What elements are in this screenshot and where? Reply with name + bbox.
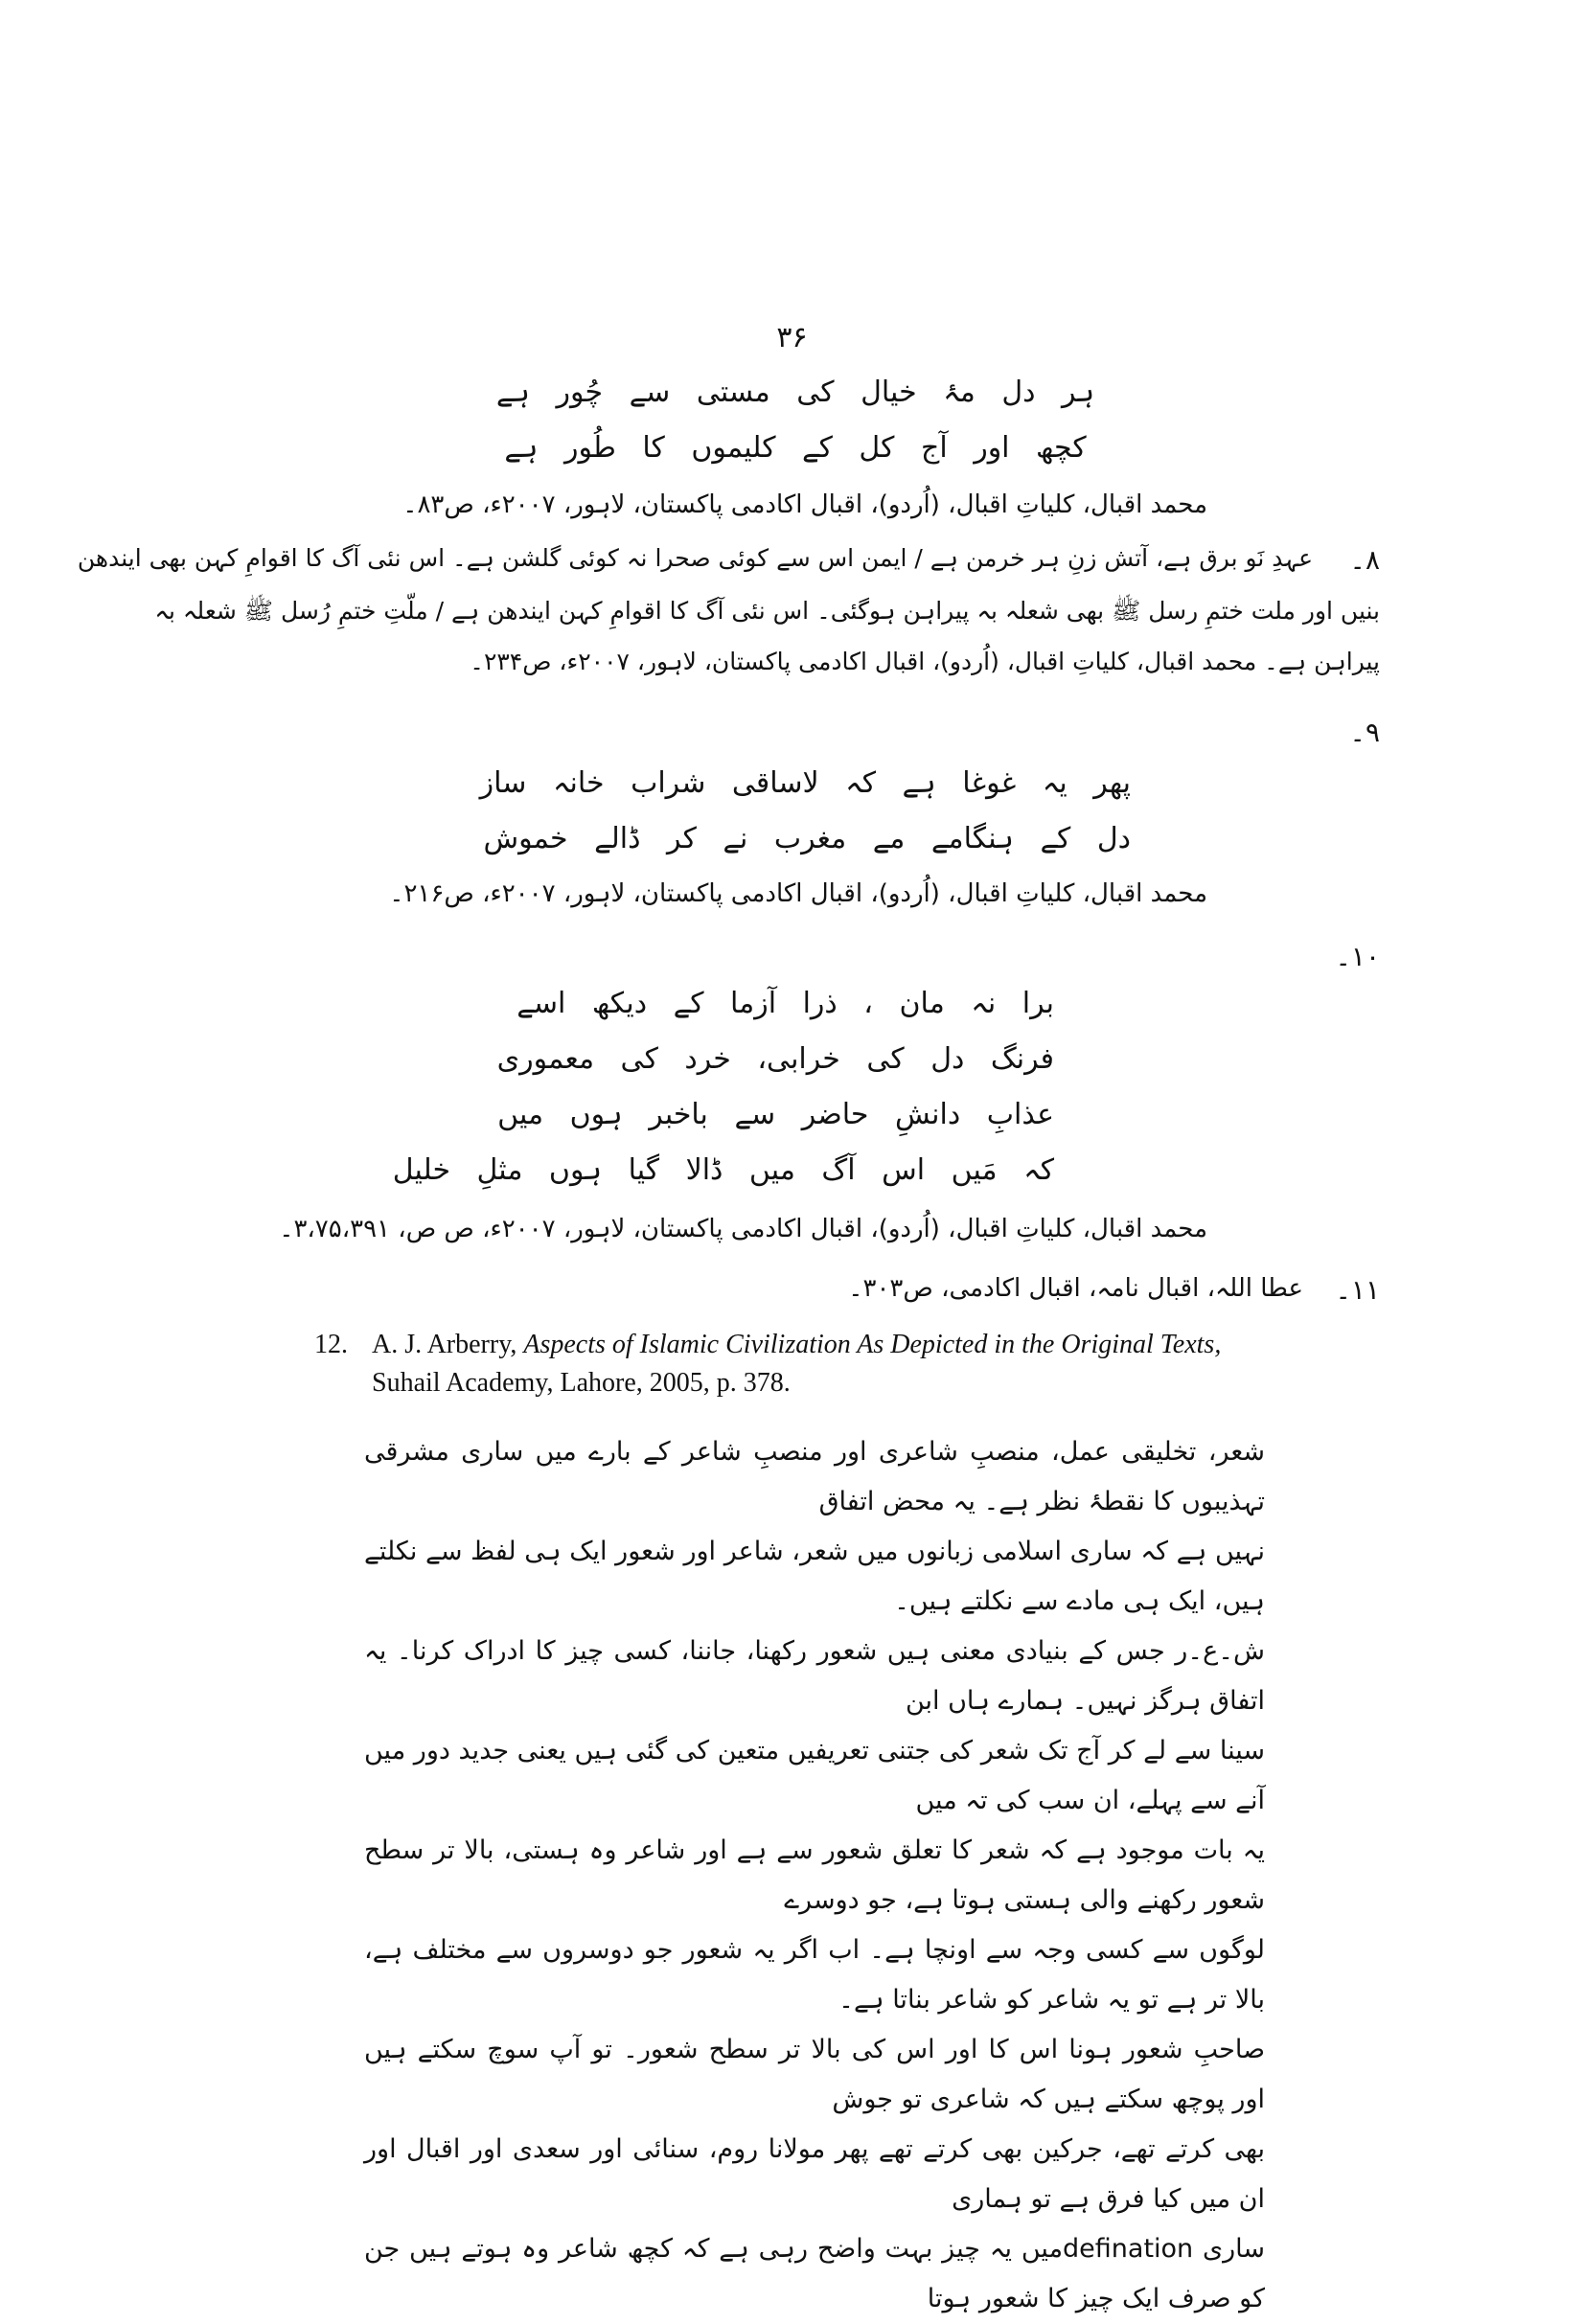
paragraph-line: یہ بات موجود ہے کہ شعر کا تعلق شعور سے ہے اور شاعر وہ ہستی، بالا تر سطح شعور رکھنے والی ہستی ہوتا ہے، جو دوسرے [364, 1835, 1265, 1915]
note-number: ۹۔ [1349, 717, 1380, 748]
verse-line: برا نہ مان ، ذرا آزما کے دیکھ اسے [517, 987, 1054, 1020]
verse-line: پھر یہ غوغا ہے کہ لاساقی شراب خانہ ساز [479, 766, 1131, 800]
note-text-line: عہدِ نَو برق ہے، آتش زنِ ہر خرمن ہے / ایمن اس سے کوئی صحرا نہ کوئی گلشن ہے۔ اس نئی آگ کا اقوامِ کہن بھی ایندھن [77, 544, 1313, 572]
note-text: عطا اللہ، اقبال نامہ، اقبال اکادمی، ص۳۰۳۔ [848, 1274, 1303, 1303]
paragraph [364, 1427, 1265, 2324]
note-text-line: بنیں اور ملت ختمِ رسل ﷺ بھی شعلہ بہ پیراہن ہوگئی۔ اس نئی آگ کا اقوامِ کہن ایندھن ہے / ملّتِ ختمِ رُسل ﷺ شعلہ بہ [154, 597, 1380, 625]
verse-line: کچھ اور آج کل کے کلیموں کا طُور ہے [504, 431, 1087, 465]
reference [372, 1326, 1282, 1364]
citation: محمد اقبال، کلیاتِ اقبال، (اُردو)، اقبال اکادمی پاکستان، لاہور، ۲۰۰۷ء، ص۸۳۔ [402, 490, 1207, 519]
paragraph-line: صاحبِ شعور ہونا اس کا اور اس کی بالا تر سطح شعور۔ تو آپ سوچ سکتے ہیں اور پوچھ سکتے ہیں کہ شاعری تو جوش [364, 2035, 1265, 2114]
reference-author: A. J. Arberry, [372, 1330, 517, 1359]
paragraph-line: بھی کرتے تھے، جرکین بھی کرتے تھے پھر مولانا روم، سنائی اور سعدی اور اقبال اور ان میں کیا فرق ہے تو ہماری [364, 2134, 1265, 2214]
page-number: ۳۶ [776, 321, 808, 354]
reference-publisher: Suhail Academy, Lahore, 2005, p. 378. [372, 1368, 791, 1398]
paragraph-line: ساری definationمیں یہ چیز بہت واضح رہی ہے کہ کچھ شاعر وہ ہوتے ہیں جن کو صرف ایک چیز کا شعور ہوتا [364, 2234, 1265, 2313]
paragraph-line: شعر، تخلیقی عمل، منصبِ شاعری اور منصبِ شاعر کے بارے میں ساری مشرقی تہذیبوں کا نقطۂ نظر ہے۔ یہ محض اتفاق [364, 1437, 1265, 1516]
verse-line: کہ مَیں اس آگ میں ڈالا گیا ہوں مثلِ خلیل [392, 1153, 1054, 1187]
paragraph-line: لوگوں سے کسی وجہ سے اونچا ہے۔ اب اگر یہ شعور جو دوسروں سے مختلف ہے، بالا تر ہے تو یہ شاعر کو شاعر بناتا ہے۔ [364, 1935, 1265, 2015]
citation: محمد اقبال، کلیاتِ اقبال، (اُردو)، اقبال اکادمی پاکستان، لاہور، ۲۰۰۷ء، ص۲۱۶۔ [389, 879, 1207, 908]
note-text-line: پیراہن ہے۔ محمد اقبال، کلیاتِ اقبال، (اُردو)، اقبال اکادمی پاکستان، لاہور، ۲۰۰۷ء، ص۲۳۴۔ [470, 648, 1380, 675]
paragraph-line: سینا سے لے کر آج تک شعر کی جتنی تعریفیں متعین کی گئی ہیں یعنی جدید دور میں آنے سے پہلے، ان سب کی تہ میں [364, 1736, 1265, 1815]
verse-line: ہر دل مۂ خیال کی مستی سے چُور ہے [495, 376, 1095, 409]
paragraph-line: نہیں ہے کہ ساری اسلامی زبانوں میں شعر، شاعر اور شعور ایک ہی لفظ سے نکلتے ہیں، ایک ہی مادے سے نکلتے ہیں۔ [364, 1537, 1265, 1616]
verse-line: عذابِ دانشِ حاضر سے باخبر ہوں میں [497, 1098, 1054, 1131]
verse-line: دل کے ہنگامے مے مغرب نے کر ڈالے خموش [483, 822, 1131, 855]
verse-line: فرنگ دل کی خرابی، خرد کی معموری [496, 1042, 1054, 1076]
citation: محمد اقبال، کلیاتِ اقبال، (اُردو)، اقبال اکادمی پاکستان، لاہور، ۲۰۰۷ء، ص ص، ۳،۷۵،۳۹۱۔ [279, 1215, 1207, 1243]
note-number: ۱۰۔ [1335, 941, 1380, 972]
note-number: 12. [314, 1330, 348, 1359]
note-number: ۸۔ [1349, 544, 1380, 576]
paragraph-line: ش۔ع۔ر جس کے بنیادی معنی ہیں شعور رکھنا، جاننا، کسی چیز کا ادراک کرنا۔ یہ اتفاق ہرگز نہیں۔ ہمارے ہاں ابن [364, 1636, 1265, 1716]
note-number: ۱۱۔ [1335, 1274, 1380, 1306]
reference-title: Aspects of Islamic Civilization As Depicted in the Original Texts, [523, 1330, 1222, 1359]
